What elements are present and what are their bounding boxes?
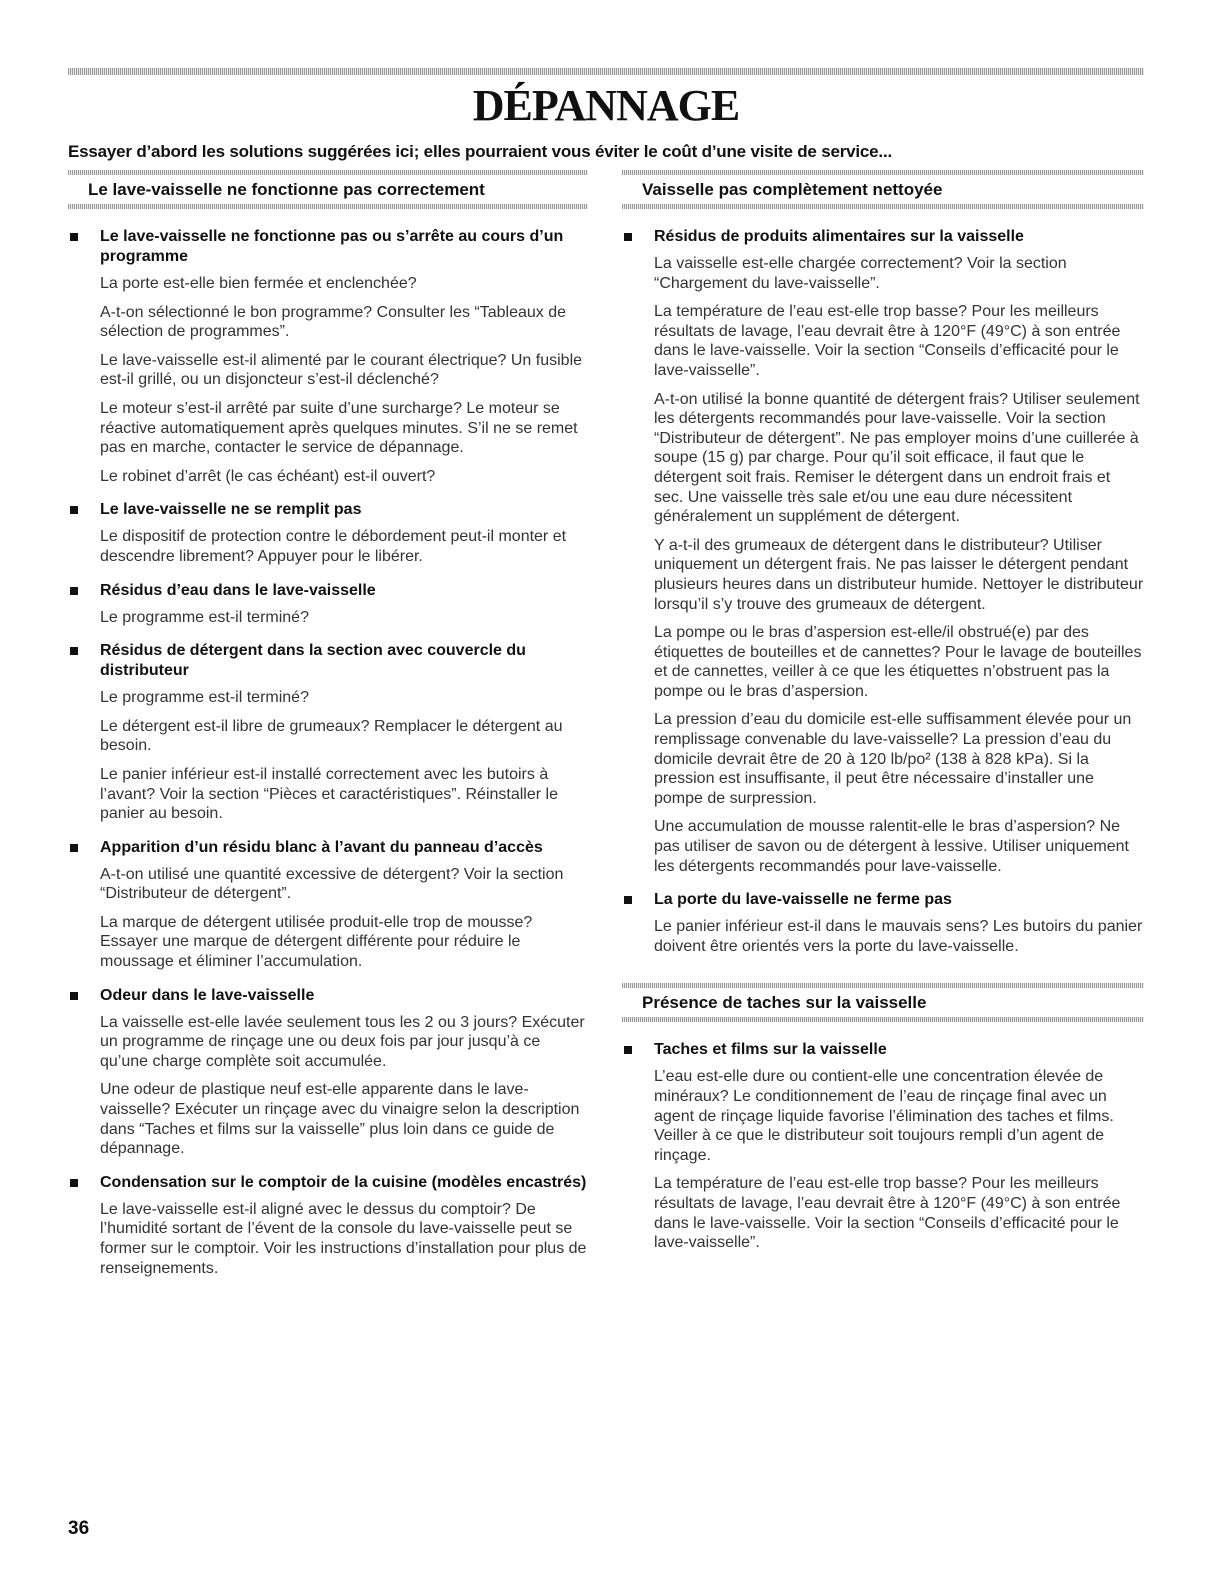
item-paragraph: Le détergent est-il libre de grumeaux? Remplacer le détergent au besoin. — [100, 717, 563, 755]
bullet-icon — [70, 647, 78, 655]
section-divider — [622, 170, 1144, 175]
troubleshoot-item — [622, 890, 1144, 956]
item-heading: Résidus d’eau dans le lave-vaisselle — [100, 581, 376, 599]
item-paragraph: A-t-on utilisé la bonne quantité de détergent frais? Utiliser seulement les détergents recommandés pour lave-vaisselle. Voir la section “Distributeur de détergent”. Ne pas employer moins d’une cuillerée à soupe (15 g) par charge. Pour qu’il soit efficace, il faut que le détergent soit frais. Remiser le détergent dans un endroit frais et sec. Une vaisselle très sale et/ou une eau dure nécessitent généralement un supplément de détergent. — [654, 390, 1140, 526]
intro-text: Essayer d’abord les solutions suggérées ici; elles pourraient vous éviter le coût d’une visite de service... — [68, 142, 892, 161]
item-paragraph: La vaisselle est-elle lavée seulement tous les 2 ou 3 jours? Exécuter un programme de rinçage une ou deux fois par jour jusqu’à ce qu’une charge complète soit accumulée. — [100, 1013, 585, 1070]
item-heading: Résidus de produits alimentaires sur la vaisselle — [654, 228, 1024, 245]
item-paragraph: Le panier inférieur est-il dans le mauvais sens? Les butoirs du panier doivent être orientés vers la porte du lave-vaisselle. — [654, 918, 1143, 955]
bullet-icon — [624, 233, 632, 241]
left-column — [68, 170, 588, 1287]
troubleshoot-item — [68, 986, 588, 1159]
right-column — [622, 170, 1144, 1262]
section-divider — [622, 1017, 1144, 1022]
item-paragraph: Le moteur s’est-il arrêté par suite d’une surcharge? Le moteur se réactive automatiquement après quelques minutes. S’il ne se remet pas en marche, contacter le service de dépannage. — [100, 399, 578, 457]
section-title: Le lave-vaisselle ne fonctionne pas correctement — [88, 180, 485, 199]
troubleshoot-item — [68, 838, 588, 972]
item-heading: Taches et films sur la vaisselle — [654, 1041, 887, 1059]
item-paragraph: Le lave-vaisselle est-il alimenté par le courant électrique? Un fusible est-il grillé, ou un disjoncteur s’est-il déclenché? — [100, 351, 583, 389]
item-heading: Le lave-vaisselle ne se remplit pas — [100, 501, 362, 519]
bullet-icon — [70, 844, 78, 852]
item-heading: Le lave-vaisselle ne fonctionne pas ou s’arrête au cours d’un programme — [100, 228, 564, 265]
bullet-icon — [70, 1179, 78, 1187]
troubleshoot-item — [622, 1040, 1144, 1252]
item-paragraph: La vaisselle est-elle chargée correctement? Voir la section “Chargement du lave-vaisselle”. — [654, 255, 1067, 292]
section-divider — [622, 983, 1144, 988]
page-title: DÉPANNAGE — [472, 81, 740, 130]
item-paragraph: La température de l’eau est-elle trop basse? Pour les meilleurs résultats de lavage, l’eau devrait être à 120°F (49°C) à son entrée dans le lave-vaisselle. Voir la section “Conseils d’efficacité pour le lave-vaisselle”. — [654, 303, 1121, 379]
section-divider — [68, 204, 588, 209]
item-paragraph: Le panier inférieur est-il installé correctement avec les butoirs à l’avant? Voir la section “Pièces et caractéristiques”. Réinstaller le panier au besoin. — [100, 765, 558, 823]
troubleshoot-item — [68, 641, 588, 824]
section-divider — [622, 204, 1144, 209]
bullet-icon — [70, 506, 78, 514]
item-paragraph: Le programme est-il terminé? — [100, 608, 309, 626]
troubleshoot-item — [68, 227, 588, 486]
item-paragraph: L’eau est-elle dure ou contient-elle une concentration élevée de minéraux? Le conditionnement de l’eau de rinçage final avec un agent de rinçage liquide favorise l’élimination des taches et films. Veiller à ce que le distributeur soit toujours rempli d’un agent de rinçage. — [654, 1068, 1114, 1164]
item-paragraph: Le programme est-il terminé? — [100, 689, 309, 707]
item-heading: Odeur dans le lave-vaisselle — [100, 986, 315, 1004]
section-divider — [68, 170, 588, 175]
bullet-icon — [624, 1046, 632, 1054]
item-heading: Condensation sur le comptoir de la cuisine (modèles encastrés) — [100, 1173, 587, 1191]
item-paragraph: Le lave-vaisselle est-il aligné avec le dessus du comptoir? De l’humidité sortant de l’évent de la console du lave-vaisselle peut se former sur le comptoir. Voir les instructions d’installation pour plus de renseignements. — [100, 1200, 587, 1277]
item-heading: La porte du lave-vaisselle ne ferme pas — [654, 891, 952, 909]
item-paragraph: La marque de détergent utilisée produit-elle trop de mousse? Essayer une marque de détergent différente pour réduire le moussage et éliminer l’accumulation. — [100, 913, 533, 971]
item-paragraph: La porte est-elle bien fermée et enclenchée? — [100, 275, 417, 292]
section-title: Présence de taches sur la vaisselle — [642, 993, 927, 1013]
item-heading: Apparition d’un résidu blanc à l’avant du panneau d’accès — [100, 838, 543, 856]
item-paragraph: A-t-on utilisé une quantité excessive de détergent? Voir la section “Distributeur de détergent”. — [100, 865, 564, 903]
item-paragraph: Y a-t-il des grumeaux de détergent dans le distributeur? Utiliser uniquement un détergent frais. Ne pas laisser le détergent pendant plusieurs heures dans un distributeur humide. Nettoyer le distributeur lorsqu’il s’y trouve des grumeaux de détergent. — [654, 536, 1144, 613]
bullet-icon — [70, 992, 78, 1000]
item-paragraph: La pression d’eau du domicile est-elle suffisamment élevée pour un remplissage convenable du lave-vaisselle? La pression d’eau du domicile devrait être de 20 à 120 lb/po² (138 à 828 kPa). Si la pression est insuffisante, il peut être nécessaire d’installer une pompe de surpression. — [654, 711, 1132, 807]
page-number: 36 — [68, 1518, 90, 1539]
bullet-icon — [70, 233, 78, 241]
item-paragraph: A-t-on sélectionné le bon programme? Consulter les “Tableaux de sélection de programmes”. — [100, 303, 567, 341]
item-heading: Résidus de détergent dans la section avec couvercle du distributeur — [100, 642, 526, 680]
item-paragraph: Une accumulation de mousse ralentit-elle le bras d’aspersion? Ne pas utiliser de savon ou de détergent à lessive. Utiliser uniquement les détergents recommandés pour lave-vaisselle. — [654, 818, 1129, 875]
item-paragraph: La température de l’eau est-elle trop basse? Pour les meilleurs résultats de lavage, l’eau devrait être à 120°F (49°C) à son entrée dans le lave-vaisselle. Voir la section “Conseils d’efficacité pour le lave-vaisselle”. — [654, 1175, 1121, 1252]
item-paragraph: La pompe ou le bras d’aspersion est-elle/il obstrué(e) par des étiquettes de bouteilles et de cannettes? Pour le lavage de bouteilles et de cannettes, veiller à ce que les étiquettes n’obstruent pas la pompe ou le bras d’aspersion. — [654, 624, 1142, 700]
item-paragraph: Le dispositif de protection contre le débordement peut-il monter et descendre librement? Appuyer pour le libérer. — [100, 528, 567, 565]
item-paragraph: Le robinet d’arrêt (le cas échéant) est-il ouvert? — [100, 467, 436, 485]
troubleshoot-item — [68, 500, 588, 566]
troubleshoot-item — [68, 1173, 588, 1278]
bullet-icon — [70, 587, 78, 595]
bullet-icon — [624, 896, 632, 904]
top-divider — [68, 68, 1144, 75]
troubleshoot-item — [622, 227, 1144, 876]
troubleshoot-item — [68, 581, 588, 628]
item-paragraph: Une odeur de plastique neuf est-elle apparente dans le lave-vaisselle? Exécuter un rinçage avec du vinaigre selon la description dans “Taches et films sur la vaisselle” plus loin dans ce guide de dépannage. — [100, 1081, 580, 1158]
section-title: Vaisselle pas complètement nettoyée — [642, 180, 943, 199]
